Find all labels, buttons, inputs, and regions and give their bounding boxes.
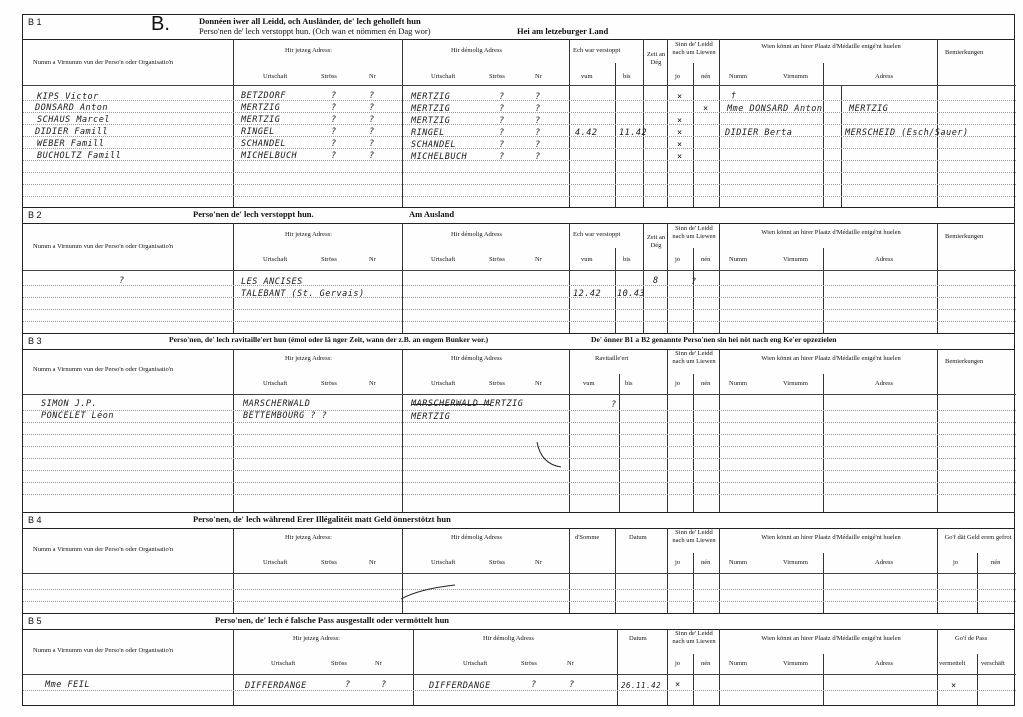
former-town: MARSCHERWALD MERTZIG <box>411 399 524 409</box>
section-title: Perso'nen de' lech verstoppt hun. <box>193 209 314 219</box>
current-street: ? <box>331 115 337 125</box>
current-town: MERTZIG <box>241 103 281 113</box>
col-header-adress: Adress <box>875 380 894 387</box>
person-name: PONCELET Léon <box>41 411 115 421</box>
section-b2 <box>22 207 1015 334</box>
person-name: DONSARD Anton <box>35 103 109 113</box>
section-b1-header <box>23 15 1014 40</box>
col-header-ortschaft: Urtschaft <box>263 73 288 80</box>
former-nr: ? <box>535 116 541 126</box>
col-header-virnumm: Virnumm <box>783 660 808 667</box>
hidden-from: 12.42 <box>573 289 602 299</box>
col-header-hidden: Ech war verstoppt <box>573 231 621 238</box>
section-location: Hei am letzeburger Land <box>517 26 609 36</box>
current-town: DIFFERDANGE <box>245 681 307 691</box>
col-header-sinn: Sinn de' Leidd nach um Liewen <box>672 41 716 56</box>
col-header-numm: Numm <box>729 256 748 263</box>
current-nr: ? <box>369 127 375 137</box>
col-header-name: Numm a Virnumm vun der Perso'n oder Organisatio'n <box>33 546 174 553</box>
col-header-nr: Nr <box>375 660 382 667</box>
current-nr: ? <box>381 680 387 690</box>
col-header-vum: vum <box>583 380 595 387</box>
alive-no: ? <box>691 277 697 287</box>
current-street: ? <box>331 127 337 137</box>
col-header-medal: Wien könnt an hirer Plaatz d'Médaille entgé'nt huelen <box>761 534 901 541</box>
former-street: ? <box>531 680 537 690</box>
col-header-jo: jo <box>675 380 681 387</box>
col-header-nr: Nr <box>535 559 542 566</box>
col-header-ortschaft: Urtschaft <box>431 73 456 80</box>
col-header-medal: Wien könnt an hirer Plaatz d'Médaille entgé'nt huelen <box>761 43 901 50</box>
col-header-zeit: Zeit an Dég <box>646 51 666 66</box>
former-town: MERTZIG <box>411 412 451 422</box>
col-header-addr-now: Hir jetzeg Adress: <box>285 355 332 362</box>
current-address-line1: LES ANCISES <box>241 277 303 287</box>
col-header-name: Numm a Virnumm vun der Perso'n oder Organisatio'n <box>33 243 174 250</box>
former-nr: ? <box>569 680 575 690</box>
current-address: BETTEMBOURG ? ? <box>243 411 328 421</box>
col-header-adress: Adress <box>875 559 894 566</box>
col-header-name: Numm a Virnumm vun der Perso'n oder Organisatio'n <box>33 366 174 373</box>
col-header-nr: Nr <box>567 660 574 667</box>
col-header-addr-now: Hir jetzeg Adress: <box>285 47 332 54</box>
section-code: B 2 <box>28 210 42 220</box>
person-name: SIMON J.P. <box>41 399 98 409</box>
col-header-sinn: Sinn de' Leidd nach um Liewen <box>672 529 716 544</box>
col-header-medal: Wien könnt an hirer Plaatz d'Médaille entgé'nt huelen <box>761 229 901 236</box>
col-header-sinn: Sinn de' Leidd nach um Liewen <box>672 630 716 645</box>
current-town: BETZDORF <box>241 91 286 101</box>
col-header-stross: Ströss <box>489 380 505 387</box>
alive-yes: × <box>677 128 683 138</box>
col-header-ortschaft: Urtschaft <box>263 380 288 387</box>
col-header-addr-then: Hir démolig Adress <box>451 355 502 362</box>
col-header-stross: Ströss <box>321 73 337 80</box>
section-code: B 5 <box>28 616 42 626</box>
medal-name: † <box>731 91 737 101</box>
col-header-virnumm: Virnumm <box>783 559 808 566</box>
current-street: ? <box>331 91 337 101</box>
form-letter: B. <box>151 13 170 35</box>
col-header-addr-then: Hir démolig Adress <box>451 534 502 541</box>
col-header-datum: Datum <box>629 534 647 541</box>
col-header-stross: Ströss <box>321 256 337 263</box>
medal-address: MERSCHEID (Esch/Sauer) <box>845 128 969 138</box>
person-name: ? <box>119 276 125 286</box>
current-nr: ? <box>369 151 375 161</box>
former-nr: ? <box>535 140 541 150</box>
col-header-stross: Ströss <box>489 559 505 566</box>
former-town: SCHANDEL <box>411 140 456 150</box>
section-b1 <box>22 14 1015 208</box>
col-header-virnumm: Virnumm <box>783 73 808 80</box>
col-header-hidden: Ech war verstoppt <box>573 47 621 54</box>
col-header-stross: Ströss <box>321 380 337 387</box>
col-header-nr: Nr <box>535 73 542 80</box>
col-header-addr-now: Hir jetzeg Adress: <box>293 635 340 642</box>
col-header-jo: jo <box>675 559 681 566</box>
col-header-nr: Nr <box>369 256 376 263</box>
current-town: SCHANDEL <box>241 139 286 149</box>
alive-yes: × <box>677 92 683 102</box>
col-header-numm: Numm <box>729 73 748 80</box>
col-header-addr-now: Hir jetzeg Adress: <box>285 231 332 238</box>
col-header-money-returned: Go'f dät Geld erem gefrot <box>944 534 1012 541</box>
former-street: ? <box>499 116 505 126</box>
col-header-passport: Go'f de Pass <box>955 635 988 642</box>
section-location: Am Ausland <box>409 209 455 219</box>
col-header-addr-then: Hir démolig Adress <box>451 47 502 54</box>
col-header-jo: jo <box>675 73 681 80</box>
person-name: KIPS Victor <box>37 92 99 102</box>
person-name: WEBER Famill <box>37 139 105 149</box>
col-header-addr-then: Hir démolig Adress <box>451 231 502 238</box>
col-header-sinn: Sinn de' Leidd nach um Liewen <box>672 225 716 240</box>
former-nr: ? <box>535 104 541 114</box>
col-header-bis: bis <box>625 380 633 387</box>
current-town: MICHELBUCH <box>241 151 298 161</box>
col-header-nen: nén <box>991 559 1001 566</box>
col-header-nr: Nr <box>369 559 376 566</box>
hidden-until: 11.42 <box>619 128 648 138</box>
col-header-vum: vum <box>581 256 593 263</box>
col-header-zeit: Zeit an Dég <box>646 234 666 249</box>
former-town: MERTZIG <box>411 116 451 126</box>
col-header-stross: Ströss <box>521 660 537 667</box>
col-header-nr: Nr <box>535 256 542 263</box>
current-street: ? <box>331 139 337 149</box>
person-name: DIDIER Famill <box>35 127 109 137</box>
col-header-nr: Nr <box>369 73 376 80</box>
section-b5 <box>22 613 1015 706</box>
strike-through <box>411 404 491 405</box>
col-header-ortschaft: Urtschaft <box>263 256 288 263</box>
col-header-remarks: Bemierkungen <box>945 358 984 365</box>
col-header-stross: Ströss <box>321 559 337 566</box>
pen-stroke-mark <box>535 440 565 470</box>
col-header-stross: Ströss <box>489 256 505 263</box>
col-header-nen: nén <box>701 660 711 667</box>
col-header-sinn: Sinn de' Leidd nach um Liewen <box>672 350 716 365</box>
col-header-medal: Wien könnt an hirer Plaatz d'Médaille entgé'nt huelen <box>761 635 901 642</box>
section-b5-header <box>23 614 1014 630</box>
medal-name: DIDIER Berta <box>725 128 793 138</box>
col-header-jo: jo <box>675 660 681 667</box>
col-header-adress: Adress <box>875 73 894 80</box>
section-title: Perso'nen, de' lech é falsche Pass ausgestallt oder vermöttelt hun <box>215 615 450 625</box>
col-header-ortschaft: Urtschaft <box>431 380 456 387</box>
col-header-numm: Numm <box>729 660 748 667</box>
former-town: MERTZIG <box>411 92 451 102</box>
col-header-datum: Datum <box>629 635 647 642</box>
section-b4-header <box>23 513 1014 529</box>
section-code: B 1 <box>28 17 42 27</box>
section-b2-header <box>23 208 1014 224</box>
section-code: B 4 <box>28 515 42 525</box>
col-header-remarks: Bemierkungen <box>945 233 984 240</box>
former-town: MICHELBUCH <box>411 152 468 162</box>
col-header-somme: d'Somme <box>575 534 600 541</box>
days-count: 8 <box>653 276 659 286</box>
former-street: ? <box>499 92 505 102</box>
col-header-numm: Numm <box>729 380 748 387</box>
col-header-ortschaft: Urtschaft <box>263 559 288 566</box>
person-name: SCHAUS Marcel <box>37 115 111 125</box>
col-header-name: Numm a Virnumm vun der Perso'n oder Organisatio'n <box>33 647 174 654</box>
alive-no: × <box>703 104 709 114</box>
section-b3-header <box>23 334 1014 350</box>
col-header-stross: Ströss <box>331 660 347 667</box>
current-nr: ? <box>369 115 375 125</box>
current-street: ? <box>331 103 337 113</box>
col-header-nen: nén <box>701 73 711 80</box>
current-nr: ? <box>369 91 375 101</box>
medal-address: MERTZIG <box>849 104 889 114</box>
current-town: RINGEL <box>241 127 275 137</box>
col-header-nen: nén <box>701 256 711 263</box>
person-name: Mme FEIL <box>45 680 90 690</box>
col-header-adress: Adress <box>875 256 894 263</box>
passport-date: 26.11.42 <box>621 681 662 690</box>
col-header-nr: Nr <box>535 380 542 387</box>
col-header-vermettelt: vermettelt <box>939 660 966 667</box>
current-address-line2: TALEBANT (St. Gervais) <box>241 289 365 299</box>
former-town: RINGEL <box>411 128 445 138</box>
current-street: ? <box>345 680 351 690</box>
section-subtitle: Perso'nen de' lech verstoppt hun. (Och wan et nömmen én Dag wor) <box>199 26 431 36</box>
former-street: ? <box>499 128 505 138</box>
col-header-ravitailleert: Ravitaille'ert <box>595 355 629 362</box>
col-header-stross: Ströss <box>489 73 505 80</box>
former-town: MERTZIG <box>411 104 451 114</box>
col-header-virnumm: Virnumm <box>783 256 808 263</box>
hidden-from: 4.42 <box>575 128 598 138</box>
col-header-vum: vum <box>581 73 593 80</box>
passport-vermettelt: × <box>951 681 957 691</box>
section-title: Donnéen iwer all Leidd, och Ausländer, de' lech geholleft hun <box>199 16 421 26</box>
col-header-verschaft: verschäft <box>981 660 1005 667</box>
col-header-adress: Adress <box>875 660 894 667</box>
col-header-nr: Nr <box>369 380 376 387</box>
section-note: De' önner B1 a B2 genannte Perso'nen sin hei nöt nach eng Ke'er opzezielen <box>591 335 837 344</box>
col-header-name: Numm a Virnumm vun der Perso'n oder Organisatio'n <box>33 59 174 66</box>
col-header-nen: nén <box>701 380 711 387</box>
current-street: ? <box>331 151 337 161</box>
current-town: MERTZIG <box>241 115 281 125</box>
ravitailleert-from: ? <box>611 400 617 410</box>
current-town: MARSCHERWALD <box>243 399 311 409</box>
col-header-ortschaft: Urtschaft <box>431 559 456 566</box>
section-b4 <box>22 512 1015 614</box>
section-code: B 3 <box>28 336 42 346</box>
col-header-jo: jo <box>675 256 681 263</box>
col-header-virnumm: Virnumm <box>783 380 808 387</box>
col-header-remarks: Bemierkungen <box>945 49 984 56</box>
col-header-bis: bis <box>623 256 631 263</box>
col-header-ortschaft: Urtschaft <box>463 660 488 667</box>
person-name: BUCHOLTZ Famill <box>37 151 122 161</box>
col-header-addr-then: Hir démolig Adress <box>483 635 534 642</box>
alive-yes: × <box>677 140 683 150</box>
col-header-addr-now: Hir jetzeg Adress: <box>285 534 332 541</box>
former-nr: ? <box>535 92 541 102</box>
medal-name: Mme DONSARD Anton <box>727 104 823 114</box>
current-nr: ? <box>369 139 375 149</box>
alive-yes: × <box>675 680 681 690</box>
col-header-ortschaft: Urtschaft <box>271 660 296 667</box>
former-street: ? <box>499 152 505 162</box>
hidden-until: 10.43 <box>617 289 646 299</box>
former-nr: ? <box>535 128 541 138</box>
former-street: ? <box>499 140 505 150</box>
col-header-medal: Wien könnt an hirer Plaatz d'Médaille entgé'nt huelen <box>761 355 901 362</box>
col-header-ortschaft: Urtschaft <box>431 256 456 263</box>
current-nr: ? <box>369 103 375 113</box>
col-header-bis: bis <box>623 73 631 80</box>
section-b3 <box>22 333 1015 513</box>
col-header-nen: nén <box>701 559 711 566</box>
col-header-numm: Numm <box>729 559 748 566</box>
col-header-jo: jo <box>953 559 959 566</box>
pen-stroke-mark <box>399 583 459 603</box>
section-title: Perso'nen, de' lech ravitaille'ert hun (émol oder lä nger Zeit, wann der z.B. an engem Bunker wor.) <box>169 335 489 344</box>
section-title: Perso'nen, de' lech während Erer Illégalitéit matt Geld önnerstötzt hun <box>193 514 451 524</box>
former-nr: ? <box>535 152 541 162</box>
former-street: ? <box>499 104 505 114</box>
alive-yes: × <box>677 152 683 162</box>
former-town: DIFFERDANGE <box>429 681 491 691</box>
alive-yes: × <box>677 116 683 126</box>
